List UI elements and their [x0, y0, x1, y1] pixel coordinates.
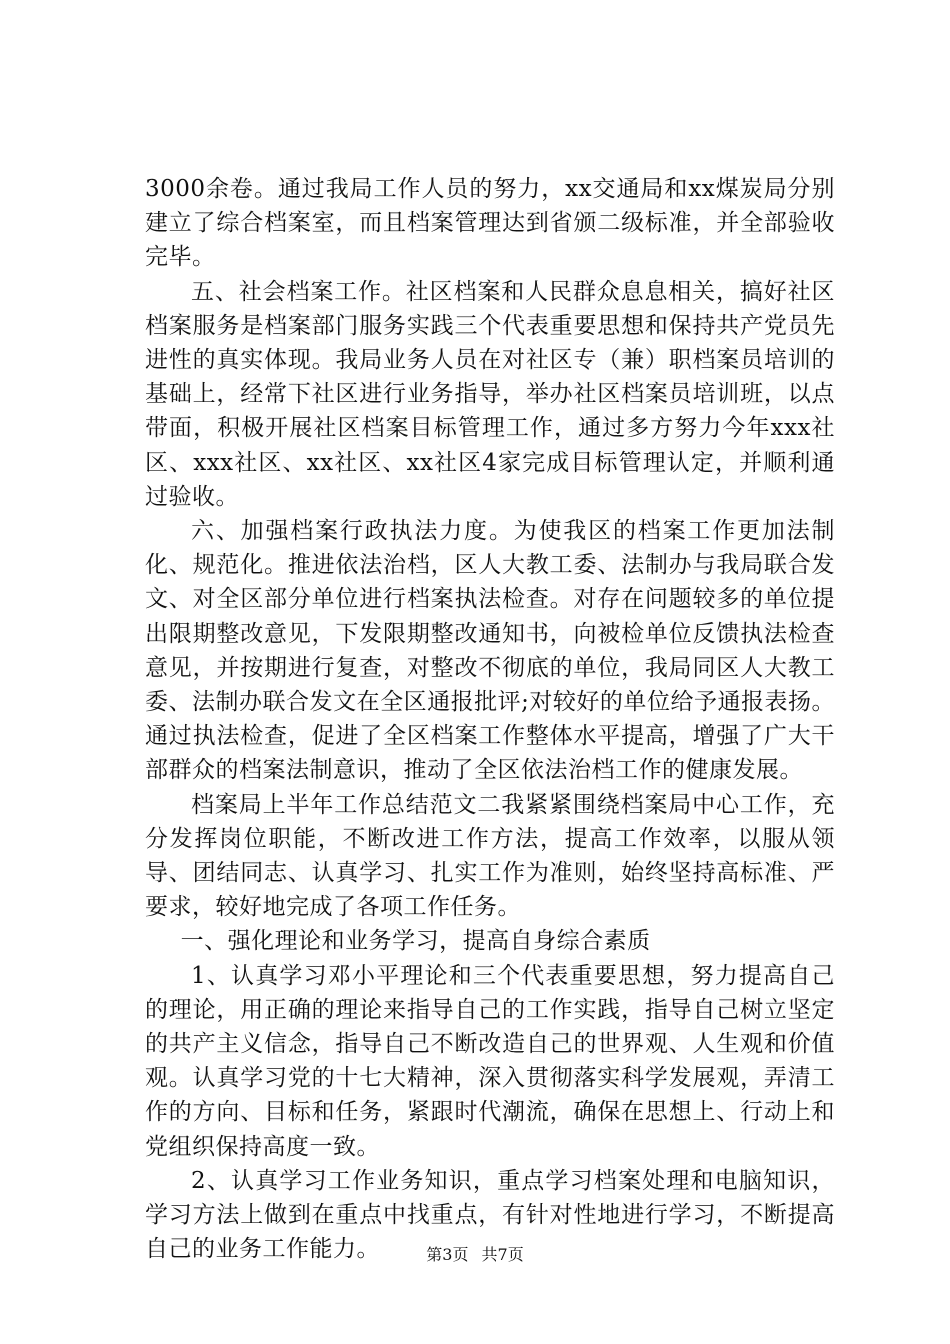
paragraph-community-archives: 五、社会档案工作。社区档案和人民群众息息相关，搞好社区档案服务是档案部门服务实践三个代表重要思想和保持共产党员先进性的真实体现。我局业务人员在对社区专（兼）职档案员培训的基础上，经常下社区进行业务指导，举办社区档案员培训班，以点带面，积极开展社区档案目标管理工作，通过多方努力今年xxx社区、xxx社区、xx社区、xx社区4家完成目标管理认定，并顺利通过验收。 [145, 278, 835, 510]
page-total: 共7页 [481, 1245, 524, 1264]
paragraph-theory-study: 1、认真学习邓小平理论和三个代表重要思想，努力提高自己的理论，用正确的理论来指导自己的工作实践，指导自己树立坚定的共产主义信念，指导自己不断改造自己的世界观、人生观和价值观。认真学习党的十七大精神，深入贯彻落实科学发展观，弄清工作的方向、目标和任务，紧跟时代潮流，确保在思想上、行动上和党组织保持高度一致。 [145, 962, 835, 1160]
paragraph-business-study: 2、认真学习工作业务知识，重点学习档案处理和电脑知识，学习方法上做到在重点中找重点，有针对性地进行学习，不断提高自己的业务工作能力。 [145, 1167, 835, 1263]
document-body [145, 172, 835, 1267]
page-number: 第3页 [426, 1245, 469, 1264]
paragraph-law-enforcement: 六、加强档案行政执法力度。为使我区的档案工作更加法制化、规范化。推进依法治档，区人大教工委、法制办与我局联合发文、对全区部分单位进行档案执法检查。对存在问题较多的单位提出限期整改意见，下发限期整改通知书，向被检单位反馈执法检查意见，并按期进行复查，对整改不彻底的单位，我局同区人大教工委、法制办联合发文在全区通报批评;对较好的单位给予通报表扬。通过执法检查，促进了全区档案工作整体水平提高，增强了广大干部群众的档案法制意识，推动了全区依法治档工作的健康发展。 [145, 518, 835, 784]
paragraph-archive-rooms: 3000余卷。通过我局工作人员的努力，xx交通局和xx煤炭局分别建立了综合档案室，而且档案管理达到省颁二级标准，并全部验收完毕。 [145, 176, 835, 271]
section-heading-study: 一、强化理论和业务学习，提高自身综合素质 [180, 928, 651, 955]
page-footer [0, 1245, 950, 1265]
paragraph-summary-intro: 档案局上半年工作总结范文二我紧紧围绕档案局中心工作，充分发挥岗位职能，不断改进工作方法，提高工作效率，以服从领导、团结同志、认真学习、扎实工作为准则，始终坚持高标准、严要求，较好地完成了各项工作任务。 [145, 791, 835, 921]
